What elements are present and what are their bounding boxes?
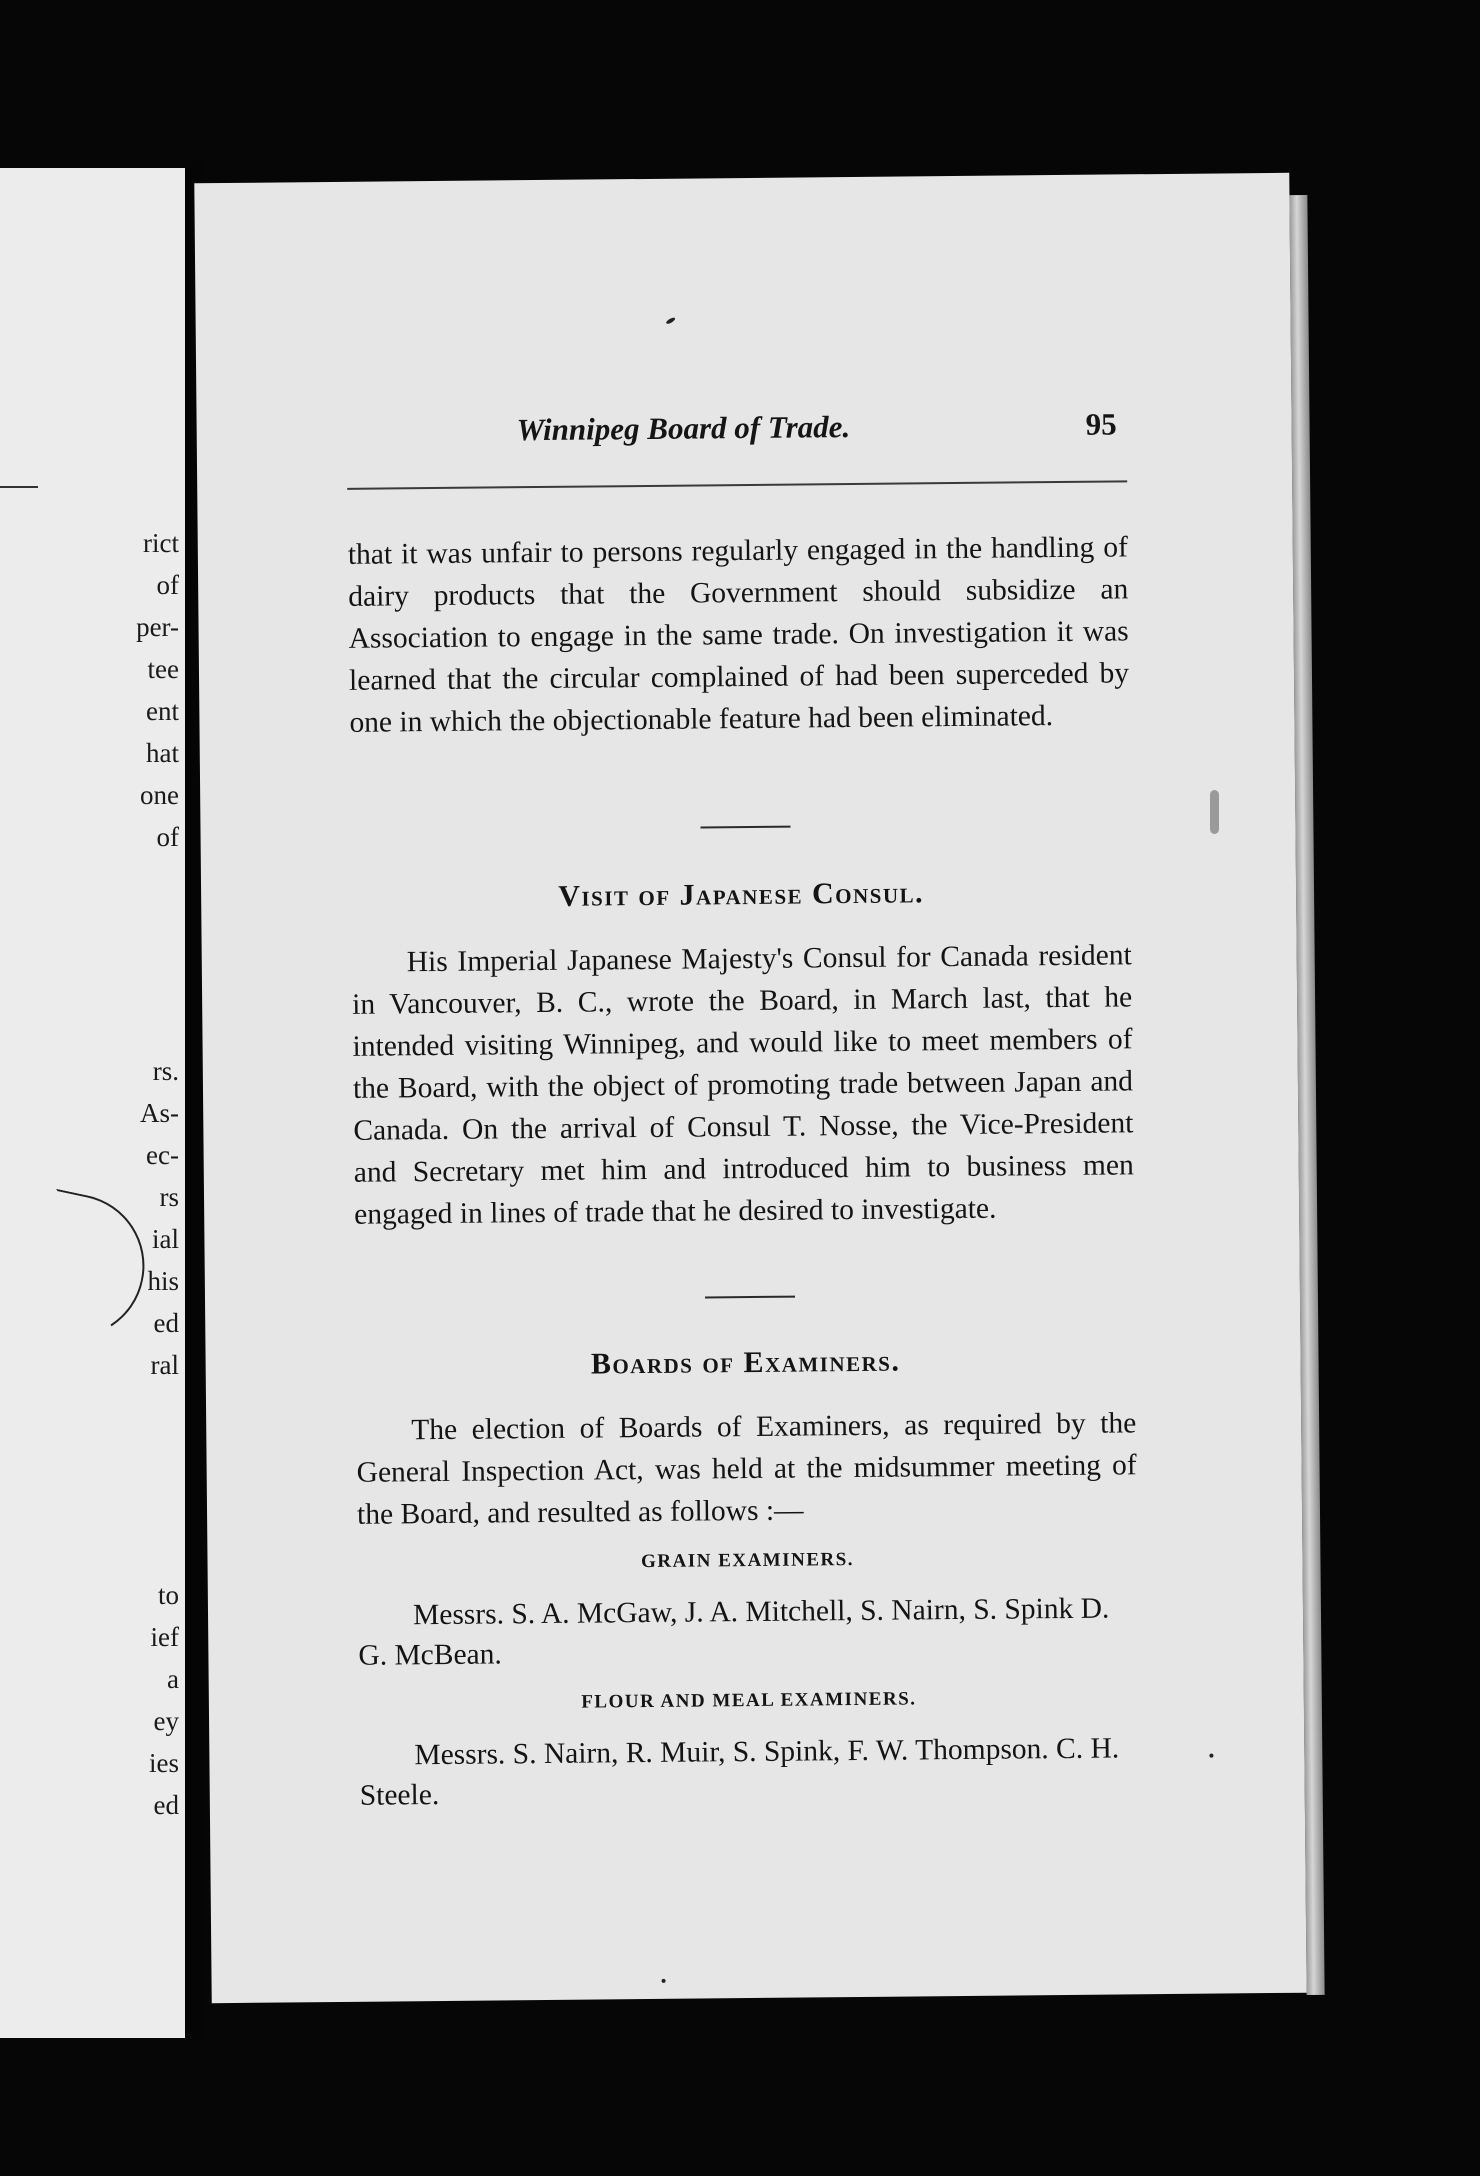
section-heading-japanese-consul: Visit of Japanese Consul. [558, 876, 925, 913]
pencil-mark [26, 1189, 158, 1351]
previous-page-text: of [156, 822, 179, 852]
previous-page-text: one [140, 780, 179, 810]
previous-page-text: of [156, 570, 179, 600]
previous-page-text: hat [146, 738, 179, 768]
previous-page-text: ief [150, 1622, 179, 1652]
previous-page-text: tee [147, 654, 179, 684]
grain-examiners-heading: GRAIN EXAMINERS. [640, 1549, 855, 1573]
section-divider [700, 826, 790, 829]
page-number: 95 [1085, 406, 1117, 442]
previous-page-text: his [147, 1266, 179, 1296]
japanese-consul-paragraph: His Imperial Japanese Majesty's Consul for Canada resident in Vancouver, B. C., wrote the Board, in March last, that he intended visiting Winnipeg, and would like to meet members of the Board, with the object of promoting trade between Japan and Canada. On the arrival of Consul T. Nosse, the Vice-President and Secretary met him and introduced him to business men engaged in lines of trade that he desired to investigate. [352, 939, 1134, 1231]
ink-speck [665, 316, 676, 325]
previous-page-fragment [0, 168, 185, 2038]
flour-meal-examiners-names: Messrs. S. Nairn, R. Muir, S. Spink, F. W. Thompson. C. H. Steele. [359, 1732, 1120, 1812]
previous-page-text: ral [150, 1350, 179, 1380]
continuation-paragraph: that it was unfair to persons regularly engaged in the handling of dairy products that the Government should subsidize an Association to engage in the same trade. On investigation it was learned that the circular complained of had been superceded by one in which the objectionable feature had been eliminated. [347, 531, 1130, 739]
previous-page-text: ed [153, 1308, 179, 1338]
ink-speck [1209, 1754, 1213, 1758]
previous-page-text: ey [153, 1706, 179, 1736]
previous-page-text: rict [143, 528, 179, 558]
section-heading-examiners: Boards of Examiners. [590, 1344, 901, 1381]
page-smudge [1210, 790, 1219, 834]
book-page [194, 173, 1306, 2003]
examiners-paragraph: The election of Boards of Examiners, as required by the General Inspection Act, was held at the midsummer meeting of the Board, and resulted as follows :— [356, 1407, 1137, 1531]
previous-page-rule [0, 486, 38, 488]
previous-page-text: ent [146, 696, 179, 726]
header-rule [347, 480, 1127, 489]
ink-speck [662, 1979, 666, 1983]
previous-page-text: to [157, 1580, 179, 1610]
running-title: Winnipeg Board of Trade. [516, 409, 851, 448]
previous-page-text: a [167, 1664, 179, 1694]
previous-page-text: ies [149, 1748, 179, 1778]
previous-page-text: per- [136, 612, 179, 642]
grain-examiners-names: Messrs. S. A. McGaw, J. A. Mitchell, S. Nairn, S. Spink D. G. McBean. [358, 1592, 1110, 1672]
running-header [347, 406, 1117, 453]
previous-page-text: rs [159, 1182, 179, 1212]
previous-page-text: As- [140, 1098, 179, 1128]
section-divider [705, 1296, 795, 1299]
previous-page-text: rs. [152, 1056, 179, 1086]
previous-page-text: ed [153, 1790, 179, 1820]
previous-page-text: ec- [146, 1140, 179, 1170]
flour-meal-examiners-heading: FLOUR AND MEAL EXAMINERS. [581, 1688, 917, 1713]
previous-page-text: ial [152, 1224, 179, 1254]
